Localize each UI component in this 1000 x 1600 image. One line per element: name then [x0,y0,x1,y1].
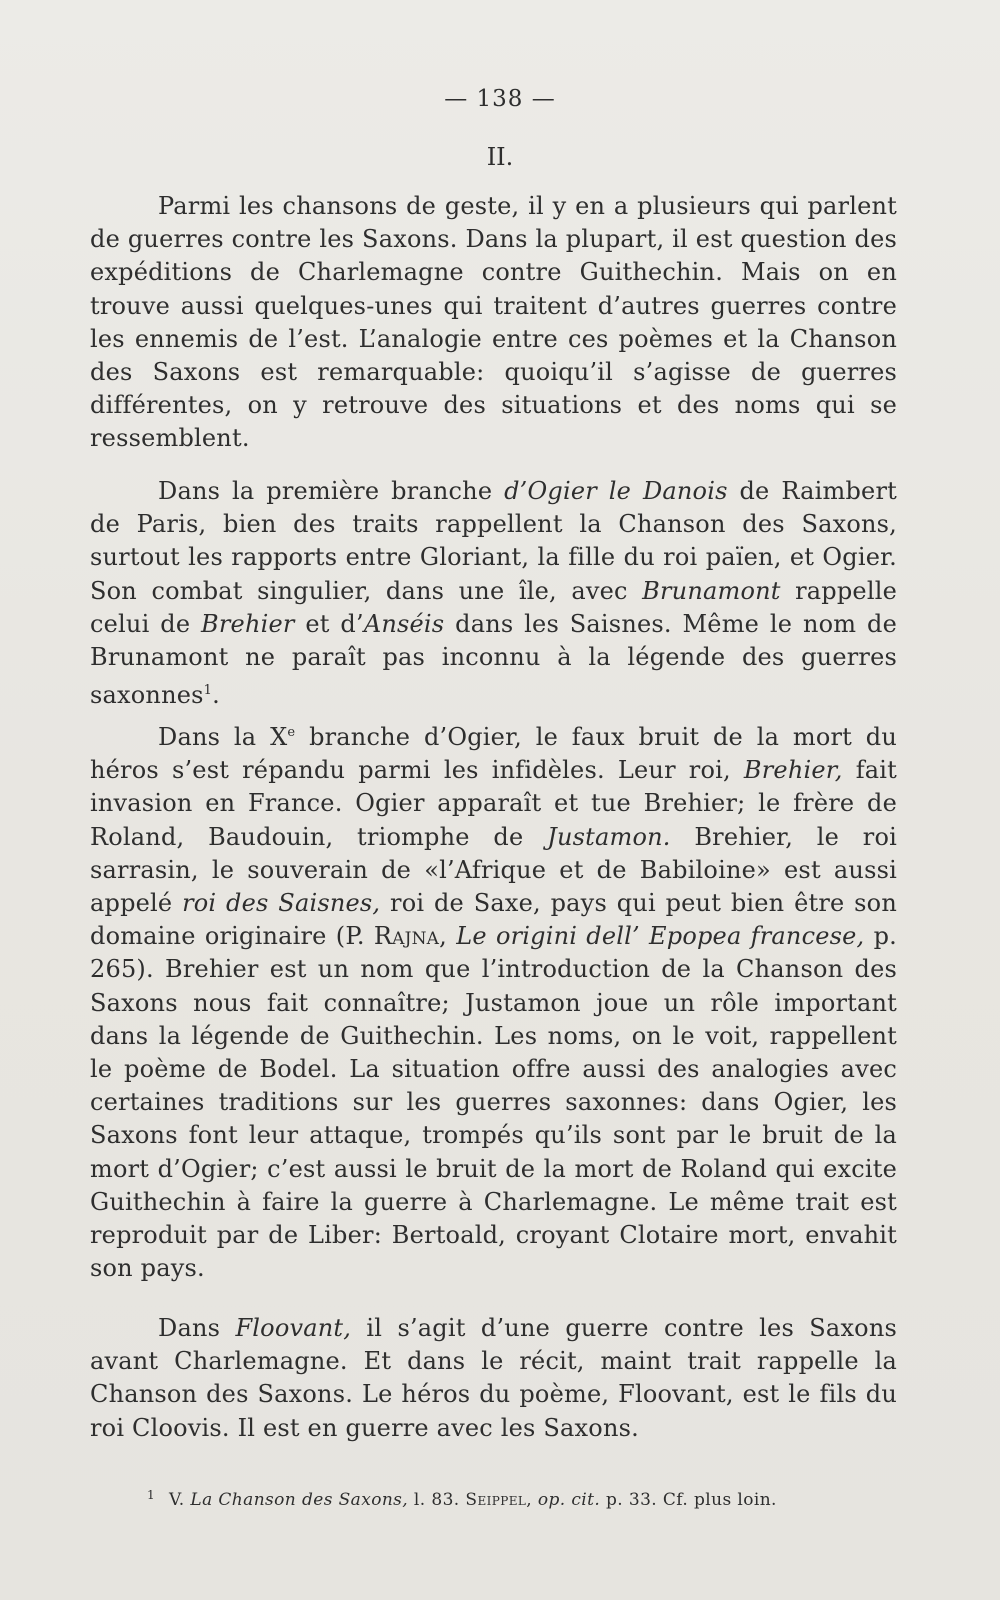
text-run: Dans la première branche [158,477,505,505]
italic-name-brehier: Brehier [201,609,295,638]
paragraph-3 [90,716,897,1285]
paragraph-4-text [90,1312,897,1445]
text-run: de Raimbert de Paris, bien des traits rappellent la Chanson des Saxons, surtout les rapports entre Gloriant, la fille du roi païen, et Ogier. Son combat singulier, dans une île, avec [90,477,897,605]
text-run: Brehier, le roi sarrasin, le souverain de «l’Afrique et de Babiloine» est aussi appelé [90,822,897,918]
italic-footnote-title: La Chanson des Saxons, [190,1490,409,1510]
paragraph-2-text [90,475,897,712]
paragraph-1 [90,190,897,456]
text-run: V. [169,1490,191,1510]
italic-name-brehier: Brehier, [743,756,843,785]
italic-name-brunamont: Brunamont [642,576,781,605]
footnote [147,1488,907,1510]
text-run: dans les Saisnes. Même le nom de Brunamont ne paraît pas inconnu à la légende des guerres saxonnes [90,609,897,710]
text-run: l. 83. [408,1490,466,1510]
author-rajna: Rajna [373,922,440,951]
italic-roi-des-saisnes: roi des Saisnes, [182,889,381,918]
ordinal-superscript: e [287,725,296,740]
italic-book-title: Le origini dell’ Epopea francese, [456,922,865,951]
italic-title-ogier: d’Ogier le Danois [504,477,728,505]
paragraph-1-text: Parmi les chansons de geste, il y en a plusieurs qui parlent de guerres contre les Saxons. Dans la plupart, il est question des expéditions de Charlemagne contre Guithechin. Mais on en trouve aussi quelques-unes qui traitent d’autres guerres contre les ennemis de l’est. L’analogie entre ces poèmes et la Chanson des Saxons est remarquable: quoiqu’il s’agisse de guerres différentes, on y retrouve des situations et des noms qui se ressemblent. [90,192,897,453]
italic-op-cit: op. cit. [537,1490,601,1510]
text-run: il s’agit d’une guerre contre les Saxons avant Charlemagne. Et dans le récit, maint trait rappelle la Chanson des Saxons. Le héros du poème, Floovant, est le fils du roi Cloovis. Il est en guerre avec les Saxons. [90,1314,897,1442]
text-run: p. 33. Cf. plus loin. [600,1490,777,1510]
paragraph-4 [90,1312,897,1445]
italic-name-justamon: Justamon. [547,822,671,851]
section-numeral: II. [486,143,514,171]
paragraph-3-text [90,716,897,1285]
text-run: , [439,922,457,951]
text-run: et d’ [294,609,364,638]
footnote-reference: 1 [203,683,213,699]
page-number: — 138 — [444,86,556,112]
text-run: p. 265). Brehier est un nom que l’introduction de la Chanson des Saxons nous fait connaître; Justamon joue un rôle important dans la légende de Guithechin. Les noms, on le voit, rappellent le poème de Bodel. La situation offre aussi des analogies avec certaines traditions sur les guerres saxonnes: dans Ogier, les Saxons font leur attaque, trompés qu’ils sont par le bruit de la mort d’Ogier; c’est aussi le bruit de la mort de Roland qui excite Guithechin à faire la guerre à Charlemagne. Le même trait est reproduit par de Liber: Bertoald, croyant Clotaire mort, envahit son pays. [90,922,897,1283]
text-run: Dans [158,1314,236,1342]
text-run: . [212,681,220,710]
author-seippel: Seippel [465,1490,527,1510]
italic-name-anseis: Anséis [363,609,445,638]
text-run: , [526,1490,538,1510]
text-run: Dans la X [158,723,288,751]
text-run: rappelle celui de [90,576,897,638]
text-run: roi de Saxe, pays qui peut bien être son domaine originaire (P. [90,889,897,951]
footnote-mark: 1 [147,1488,156,1502]
text-run: branche d’Ogier, le faux bruit de la mort du héros s’est répandu parmi les infidèles. Leur roi, [90,723,898,785]
paragraph-2 [90,475,897,712]
italic-title-floovant: Floovant, [235,1314,352,1342]
text-run: fait invasion en France. Ogier apparaît et tue Brehier; le frère de Roland, Baudouin, triomphe de [90,756,897,851]
